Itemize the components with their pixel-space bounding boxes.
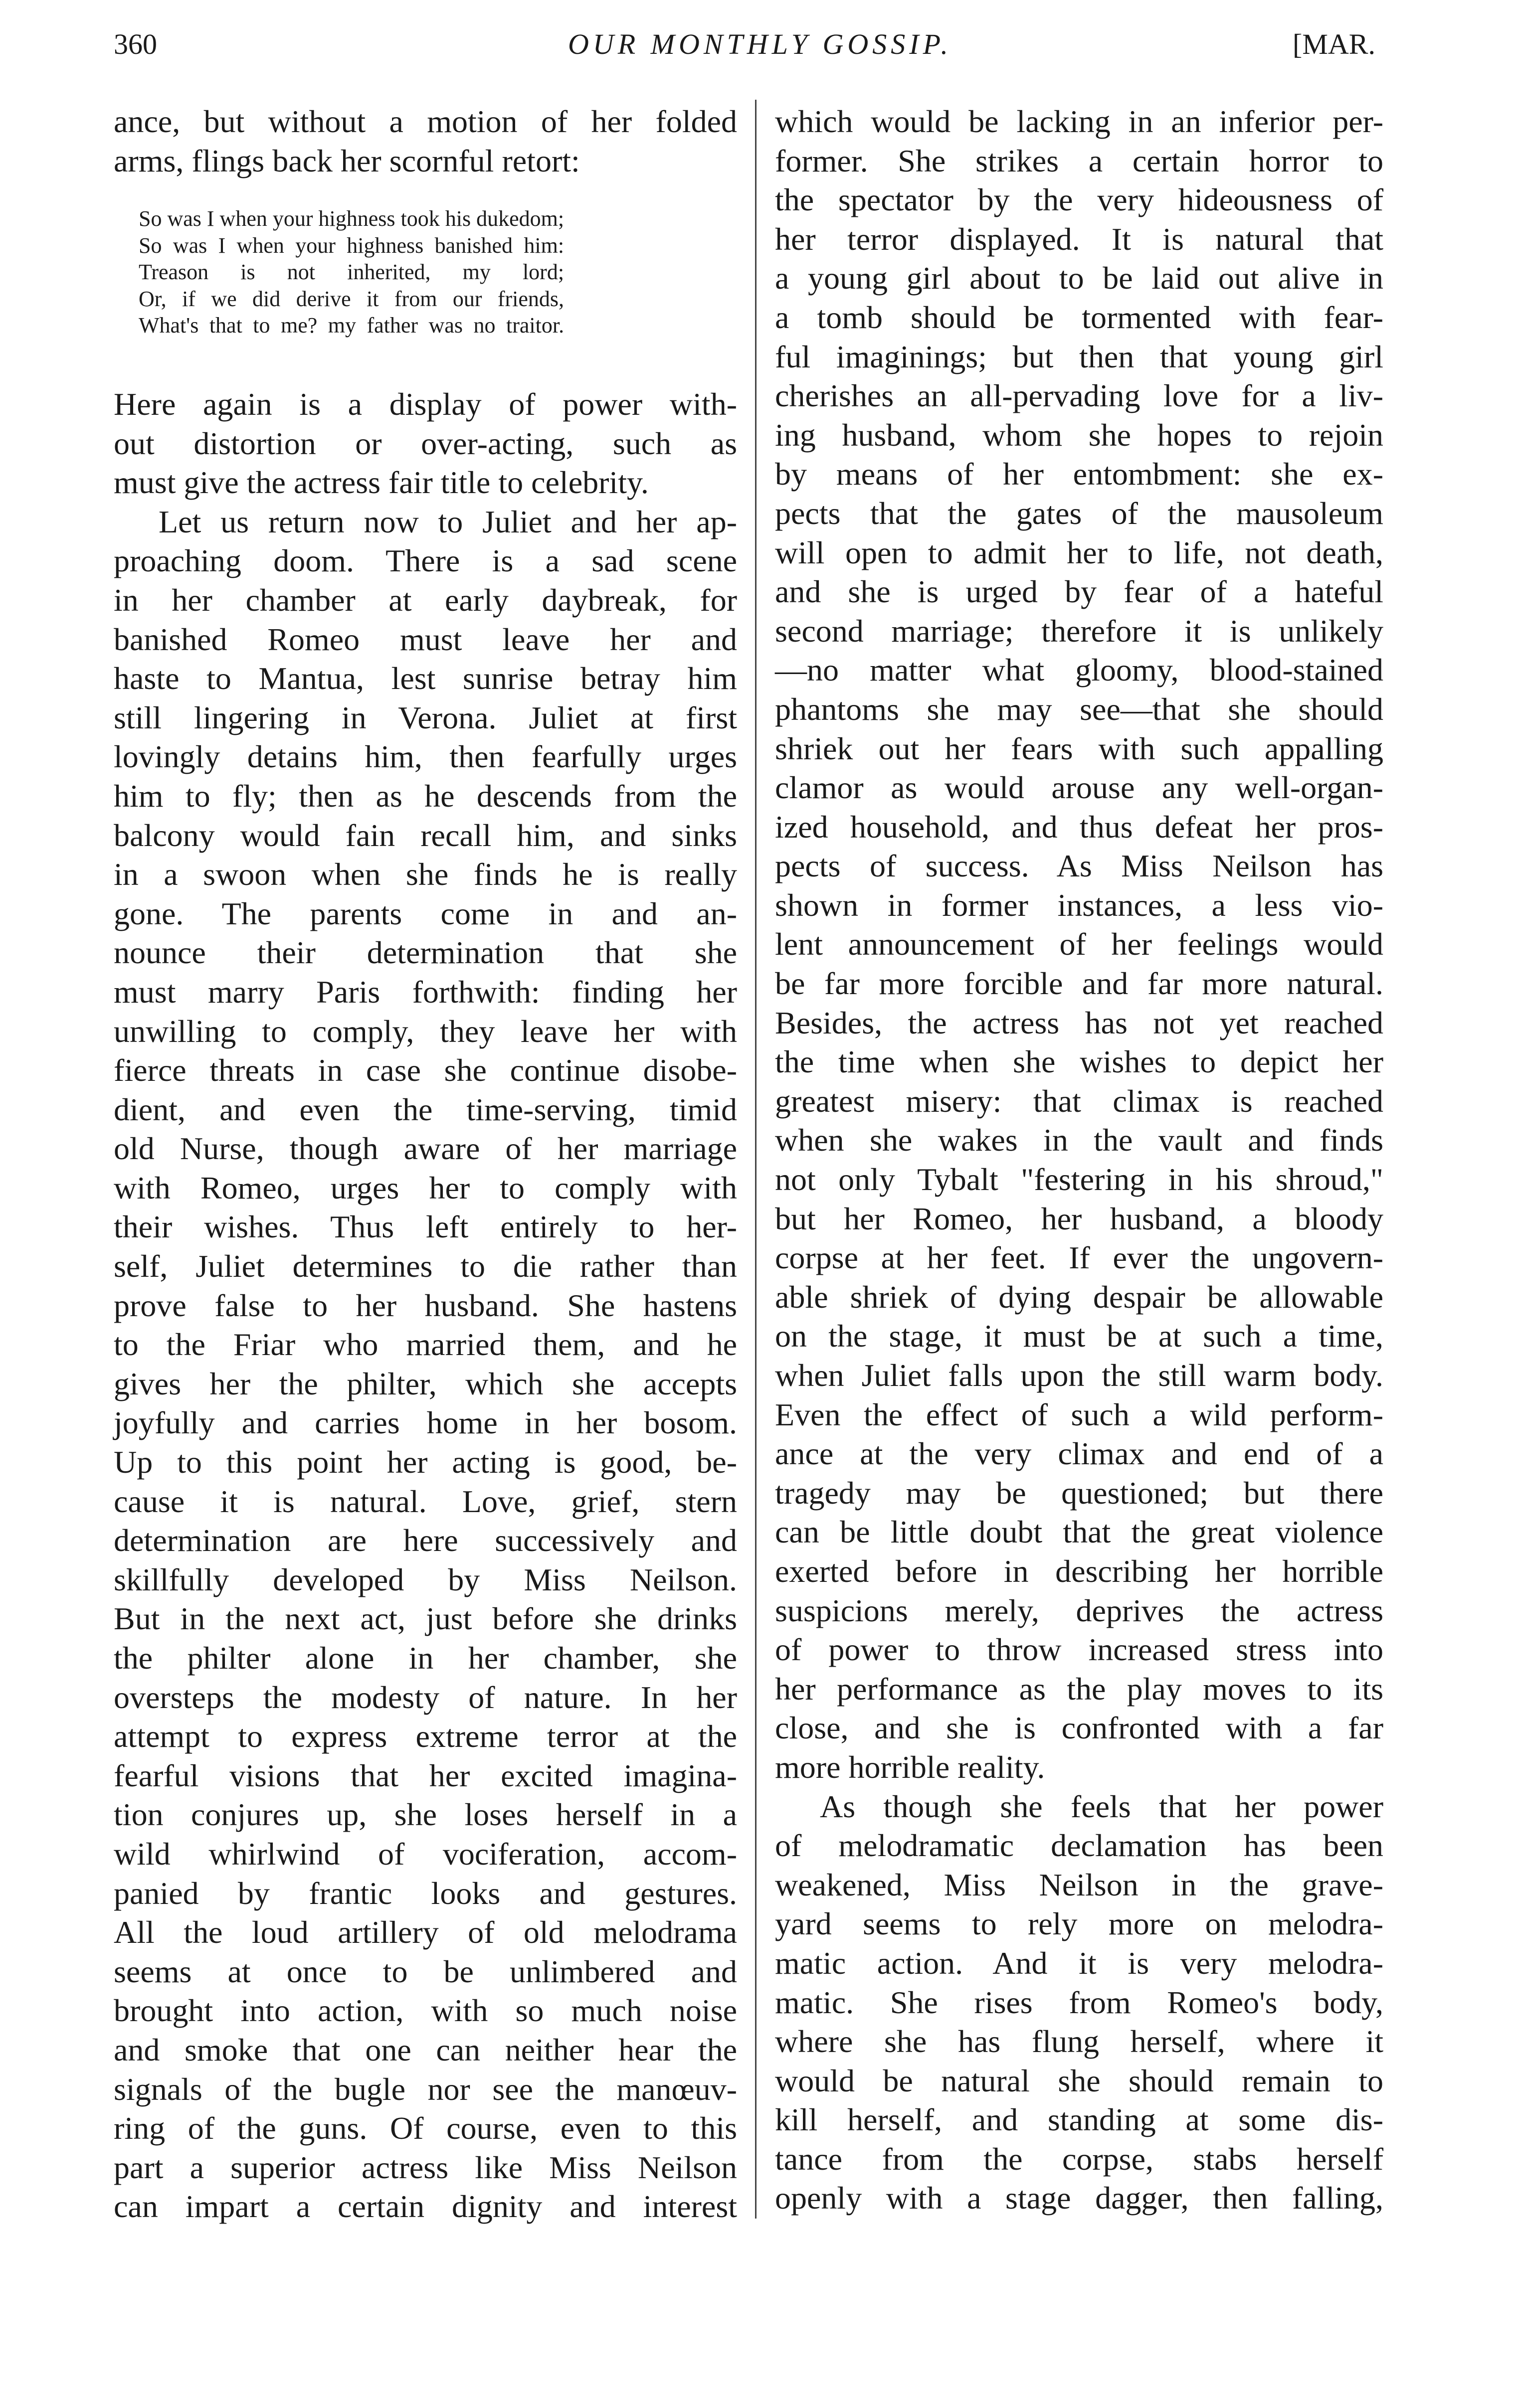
text-line: Treason is not inherited, my lord;	[139, 260, 565, 284]
text-line: not only Tybalt "festering in his shroud,"	[775, 1162, 1383, 1198]
text-line: their wishes. Thus left entirely to her-	[114, 1209, 737, 1245]
text-line: ance at the very climax and end of a	[775, 1436, 1383, 1472]
text-line: with Romeo, urges her to comply with	[114, 1170, 737, 1205]
text-line: would be natural she should remain to	[775, 2063, 1383, 2098]
text-line: in a swoon when she finds he is really	[114, 857, 737, 892]
text-line: attempt to express extreme terror at the	[114, 1719, 737, 1754]
text-line: which would be lacking in an inferior per-	[775, 104, 1383, 139]
text-line: haste to Mantua, lest sunrise betray him	[114, 661, 737, 696]
text-line: unwilling to comply, they leave her with	[114, 1013, 737, 1049]
text-line: ance, but without a motion of her folded	[114, 104, 737, 139]
running-month: [MAR.	[1293, 28, 1375, 60]
text-line: be far more forcible and far more natural.	[775, 966, 1383, 1002]
text-line: gone. The parents come in and an-	[114, 895, 737, 931]
text-line: All the loud artillery of old melodrama	[114, 1914, 737, 1950]
text-line: shown in former instances, a less vio-	[775, 887, 1383, 923]
text-line: tragedy may be questioned; but there	[775, 1475, 1383, 1511]
text-line: her performance as the play moves to its	[775, 1671, 1383, 1707]
text-line: Besides, the actress has not yet reached	[775, 1005, 1383, 1040]
text-line: clamor as would arouse any well-organ-	[775, 770, 1383, 806]
text-line: where she has flung herself, where it	[775, 2024, 1383, 2060]
text-line: arms, flings back her scornful retort:	[114, 143, 580, 178]
text-line: lovingly detains him, then fearfully urges	[114, 739, 737, 775]
text-line: signals of the bugle nor see the manœuv-	[114, 2071, 737, 2107]
text-line: ful imaginings; but then that young girl	[775, 339, 1383, 374]
text-line: must marry Paris forthwith: finding her	[114, 974, 737, 1010]
text-line: the time when she wishes to depict her	[775, 1044, 1383, 1080]
text-line: old Nurse, though aware of her marriage	[114, 1131, 737, 1167]
text-line: of melodramatic declamation has been	[775, 1828, 1383, 1864]
running-title: OUR MONTHLY GOSSIP.	[568, 28, 952, 60]
text-line: prove false to her husband. She hastens	[114, 1287, 737, 1323]
text-line: to the Friar who married them, and he	[114, 1327, 737, 1363]
text-line: self, Juliet determines to die rather than	[114, 1248, 737, 1284]
text-line: determination are here successively and	[114, 1523, 737, 1558]
text-line: cherishes an all-pervading love for a liv-	[775, 378, 1383, 414]
text-line: tance from the corpse, stabs herself	[775, 2141, 1383, 2177]
text-line: proaching doom. There is a sad scene	[114, 543, 737, 579]
text-line: Even the effect of such a wild perform-	[775, 1396, 1383, 1432]
text-line: can be little doubt that the great violence	[775, 1514, 1383, 1550]
text-line: As though she feels that her power	[820, 1788, 1383, 1824]
text-line: close, and she is confronted with a far	[775, 1710, 1383, 1746]
text-line: must give the actress fair title to celebrity.	[114, 465, 649, 501]
text-line: —no matter what gloomy, blood-stained	[775, 652, 1383, 688]
text-line: out distortion or over-acting, such as	[114, 425, 737, 461]
text-line: a tomb should be tormented with fear-	[775, 299, 1383, 335]
text-line: banished Romeo must leave her and	[114, 621, 737, 657]
text-line: by means of her entombment: she ex-	[775, 456, 1383, 492]
text-line: fierce threats in case she continue disobe-	[114, 1052, 737, 1088]
verse-quotation	[114, 205, 564, 339]
text-line: her terror displayed. It is natural that	[775, 221, 1383, 257]
text-line: Or, if we did derive it from our friends,	[139, 286, 565, 311]
text-line: but her Romeo, her husband, a bloody	[775, 1201, 1383, 1236]
text-line: able shriek of dying despair be allowable	[775, 1279, 1383, 1315]
page-number: 360	[114, 28, 157, 60]
text-line: matic action. And it is very melodra-	[775, 1945, 1383, 1981]
text-line: of power to throw increased stress into	[775, 1632, 1383, 1668]
text-line: pects of success. As Miss Neilson has	[775, 848, 1383, 884]
text-line: brought into action, with so much noise	[114, 1993, 737, 2029]
text-line: pects that the gates of the mausoleum	[775, 495, 1383, 531]
text-line: on the stage, it must be at such a time,	[775, 1318, 1383, 1354]
text-line: shriek out her fears with such appalling	[775, 730, 1383, 766]
text-line: a young girl about to be laid out alive in	[775, 260, 1383, 296]
text-line: nounce their determination that she	[114, 935, 737, 971]
text-line: weakened, Miss Neilson in the grave-	[775, 1867, 1383, 1902]
left-column-intro	[114, 102, 737, 180]
text-line: Here again is a display of power with-	[114, 386, 737, 422]
text-line: balcony would fain recall him, and sinks	[114, 817, 737, 853]
left-column-body	[114, 385, 737, 2227]
text-line: more horrible reality.	[775, 1749, 1045, 1785]
text-line: cause it is natural. Love, grief, stern	[114, 1483, 737, 1519]
text-line: panied by frantic looks and gestures.	[114, 1875, 737, 1911]
text-line: still lingering in Verona. Juliet at first	[114, 699, 737, 735]
text-line: gives her the philter, which she accepts	[114, 1366, 737, 1401]
text-line: So was I when your highness took his dukedom;	[139, 206, 565, 231]
text-line: suspicions merely, deprives the actress	[775, 1592, 1383, 1628]
text-line: and she is urged by fear of a hateful	[775, 574, 1383, 610]
text-line: openly with a stage dagger, then falling,	[775, 2180, 1383, 2216]
text-line: ring of the guns. Of course, even to this	[114, 2110, 737, 2146]
text-line: What's that to me? my father was no traitor.	[139, 313, 565, 338]
text-line: and smoke that one can neither hear the	[114, 2032, 737, 2067]
text-line: part a superior actress like Miss Neilson	[114, 2149, 737, 2185]
column-divider	[755, 100, 757, 2219]
text-line: yard seems to rely more on melodra-	[775, 1906, 1383, 1942]
text-line: Let us return now to Juliet and her ap-	[159, 504, 737, 539]
text-line: So was I when your highness banished him:	[139, 233, 565, 258]
text-line: can impart a certain dignity and interest	[114, 2189, 737, 2225]
text-line: the spectator by the very hideousness of	[775, 182, 1383, 218]
text-line: ized household, and thus defeat her pros-	[775, 809, 1383, 845]
text-line: wild whirlwind of vociferation, accom-	[114, 1836, 737, 1872]
text-line: when she wakes in the vault and finds	[775, 1122, 1383, 1158]
text-line: former. She strikes a certain horror to	[775, 143, 1383, 178]
text-line: kill herself, and standing at some dis-	[775, 2102, 1383, 2138]
text-line: in her chamber at early daybreak, for	[114, 582, 737, 618]
text-line: tion conjures up, she loses herself in a	[114, 1797, 737, 1833]
text-line: fearful visions that her excited imagina-	[114, 1757, 737, 1793]
text-line: Up to this point her acting is good, be-	[114, 1444, 737, 1480]
text-line: skillfully developed by Miss Neilson.	[114, 1561, 737, 1597]
text-line: matic. She rises from Romeo's body,	[775, 1984, 1383, 2020]
text-line: seems at once to be unlimbered and	[114, 1953, 737, 1989]
text-line: oversteps the modesty of nature. In her	[114, 1679, 737, 1715]
text-line: joyfully and carries home in her bosom.	[114, 1405, 737, 1441]
right-column-body	[775, 102, 1383, 2218]
text-line: lent announcement of her feelings would	[775, 926, 1383, 962]
text-line: dient, and even the time-serving, timid	[114, 1091, 737, 1127]
text-line: will open to admit her to life, not death,	[775, 534, 1383, 570]
text-line: corpse at her feet. If ever the ungovern-	[775, 1240, 1383, 1276]
text-line: But in the next act, just before she drinks	[114, 1601, 737, 1637]
text-line: ing husband, whom she hopes to rejoin	[775, 417, 1383, 453]
text-line: exerted before in describing her horrible	[775, 1553, 1383, 1589]
text-line: phantoms she may see—that she should	[775, 691, 1383, 727]
text-line: when Juliet falls upon the still warm body.	[775, 1358, 1383, 1393]
text-line: him to fly; then as he descends from the	[114, 778, 737, 814]
text-line: the philter alone in her chamber, she	[114, 1640, 737, 1676]
text-line: second marriage; therefore it is unlikely	[775, 613, 1383, 649]
text-line: greatest misery: that climax is reached	[775, 1083, 1383, 1119]
